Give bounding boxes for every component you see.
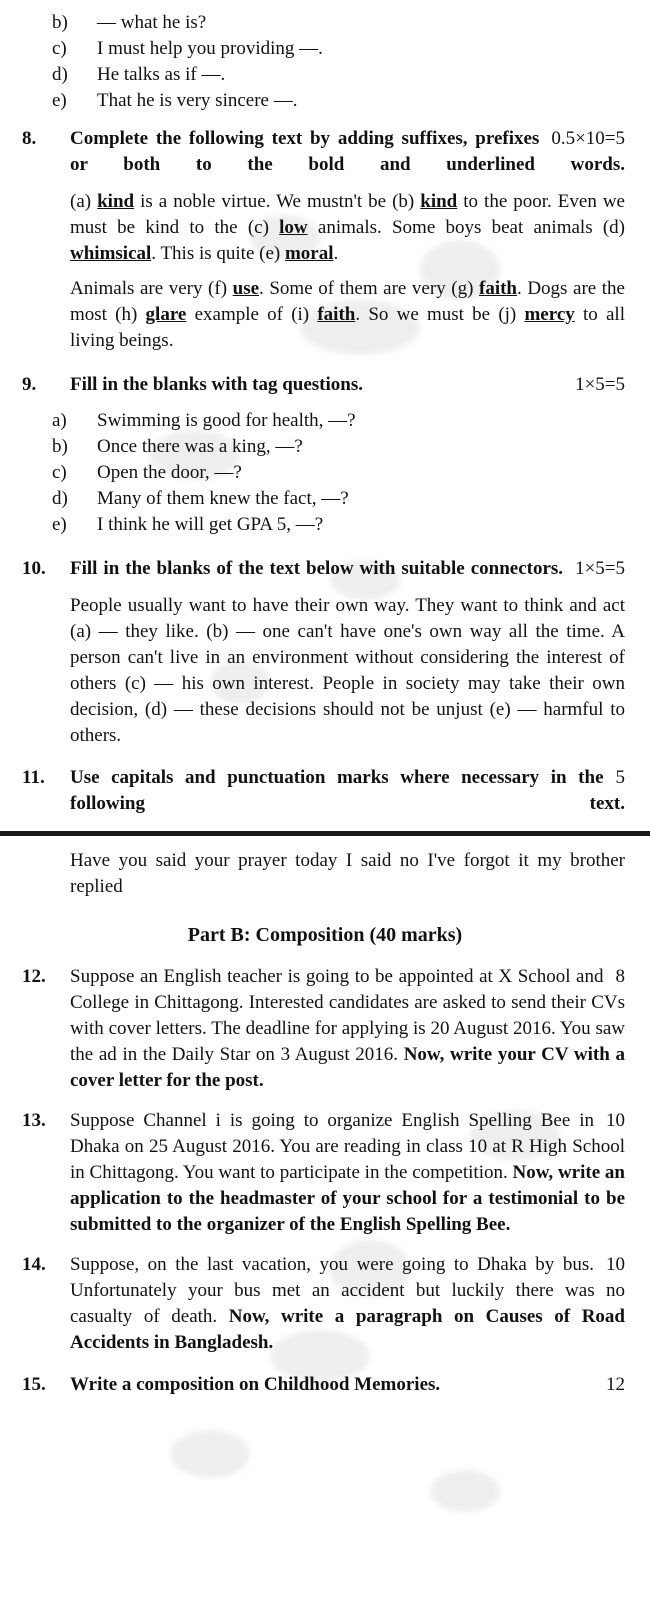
question-12: [0, 964, 650, 1094]
question-9: [0, 372, 650, 398]
sub-item-marker: c): [52, 38, 67, 59]
marks-label: 10: [606, 1254, 625, 1275]
sub-item-text: I must help you providing —.: [97, 38, 323, 59]
question-8-paragraph-1: [70, 189, 625, 267]
part-b-title: Part B: Composition (40 marks): [187, 924, 463, 946]
sub-item-marker: e): [52, 90, 67, 111]
question-number: 10.: [22, 558, 46, 579]
sub-item-text: He talks as if —.: [97, 64, 226, 85]
list-item: [0, 62, 650, 88]
sub-item-text: Swimming is good for health, —?: [97, 410, 356, 431]
carryover-sub-list: [0, 10, 650, 114]
question-number: 8.: [22, 128, 37, 149]
sub-item-text: — what he is?: [97, 12, 207, 33]
list-item: [0, 36, 650, 62]
body-text: . This is quite (e): [151, 243, 285, 264]
question-number: 9.: [22, 374, 37, 395]
question-heading: [70, 126, 625, 178]
body-text: Suppose an English teacher is going to be appointed at X School and College in Chittagong. Interested candidates are asked to send their CVs with cover letters. The deadline for applying is 20 August 2016. You saw the ad in the Daily Star on 3 August 2016.: [70, 966, 625, 1065]
sub-item-marker: c): [52, 462, 67, 483]
answer-keyword: glare: [145, 304, 187, 325]
answer-keyword: kind: [420, 191, 458, 212]
scan-artifact: [170, 1430, 250, 1478]
question-10: [0, 556, 650, 749]
body-text: . Some of them are very (g): [259, 278, 479, 299]
emphasis-text: Now, write your CV with a cover letter for the post.: [70, 1044, 625, 1091]
question-number: 13.: [22, 1110, 46, 1131]
body-text: example of (i): [186, 304, 318, 325]
question-heading-text: Complete the following text by adding suffixes, prefixes or both to the bold and underlined words.: [70, 128, 625, 175]
question-8: [0, 126, 650, 354]
body-text: . Dogs are the most (h): [70, 278, 625, 325]
marks-label: 12: [606, 1374, 625, 1395]
marks-label: 10: [606, 1110, 625, 1131]
question-number: 12.: [22, 966, 46, 987]
sub-item-marker: d): [52, 64, 68, 85]
sub-item-text: I think he will get GPA 5, —?: [97, 514, 324, 535]
question-number: 11.: [22, 767, 45, 788]
question-12-text: [70, 964, 625, 1094]
sub-item-text: Many of them knew the fact, —?: [97, 488, 349, 509]
emphasis-text: Now, write a paragraph on Causes of Road Accidents in Bangladesh.: [70, 1306, 625, 1353]
question-heading-text: Use capitals and punctuation marks where necessary in the following text.: [70, 767, 625, 814]
body-text: Suppose, on the last vacation, you were going to Dhaka by bus. Unfortunately your bus met an accident but luckily there was no casualty of death.: [70, 1254, 625, 1327]
question-11-passage: Have you said your prayer today I said no I've forgot it my brother replied: [70, 850, 625, 897]
question-heading-text: Fill in the blanks of the text below with suitable connectors.: [70, 558, 564, 579]
sub-item-text: Open the door, —?: [97, 462, 242, 483]
question-14: [0, 1252, 650, 1356]
body-text: Suppose Channel i is going to organize English Spelling Bee in Dhaka on 25 August 2016. You are reading in class 10 at R High School in Chittagong. You want to participate in the competition.: [70, 1110, 625, 1183]
question-13-text: [70, 1108, 625, 1238]
answer-keyword: low: [279, 217, 308, 238]
list-item: [0, 434, 650, 460]
body-text: Animals are very (f): [70, 278, 233, 299]
answer-keyword: moral: [284, 243, 334, 264]
list-item: [0, 88, 650, 114]
answer-keyword: use: [232, 278, 260, 299]
sub-item-marker: b): [52, 436, 68, 457]
answer-keyword: faith: [317, 304, 356, 325]
list-item: [0, 486, 650, 512]
question-10-paragraph: [70, 593, 625, 749]
marks-label: 1×5=5: [575, 374, 625, 395]
question-14-text: [70, 1252, 625, 1356]
body-text: People usually want to have their own way. They want to think and act (a) — they like. (b) — one can't have one's own way all the time. A person can't live in an environment without considering the interest of others (c) — his own interest. People in society may take their own decision, (d) — these decisions should not be unjust (e) — harmful to others.: [70, 595, 625, 746]
body-text: animals. Some boys beat animals (d): [307, 217, 625, 238]
list-item: [0, 10, 650, 36]
question-11: [0, 765, 650, 817]
question-heading: [70, 556, 625, 582]
sub-item-text: That he is very sincere —.: [97, 90, 298, 111]
list-item: [0, 408, 650, 434]
question-15-heading: Write a composition on Childhood Memories.: [70, 1374, 441, 1395]
body-text: to all living beings.: [70, 304, 625, 351]
scan-artifact: [430, 1470, 500, 1512]
answer-keyword: mercy: [524, 304, 575, 325]
body-text: . So we must be (j): [355, 304, 525, 325]
emphasis-text: Now, write an application to the headmaster of your school for a testimonial to be submitted to the organizer of the English Spelling Bee.: [70, 1162, 626, 1235]
marks-label: 1×5=5: [575, 558, 625, 579]
question-15-text: [70, 1372, 625, 1398]
answer-keyword: kind: [97, 191, 135, 212]
question-number: 14.: [22, 1254, 46, 1275]
sub-item-marker: e): [52, 514, 67, 535]
marks-label: 8: [615, 966, 625, 987]
question-heading: [70, 372, 625, 398]
sub-item-marker: d): [52, 488, 68, 509]
question-number: 15.: [22, 1374, 46, 1395]
question-9-sub-list: [0, 408, 650, 538]
question-heading: [70, 765, 625, 817]
body-text: is a noble virtue. We mustn't be (b): [134, 191, 421, 212]
answer-keyword: whimsical: [70, 243, 152, 264]
question-heading-text: Fill in the blanks with tag questions.: [70, 374, 363, 395]
marks-label: 0.5×10=5: [551, 128, 625, 149]
list-item: [0, 512, 650, 538]
sub-item-marker: a): [52, 410, 67, 431]
sub-item-text: Once there was a king, —?: [97, 436, 303, 457]
list-item: [0, 460, 650, 486]
body-text: .: [333, 243, 339, 264]
question-15: [0, 1372, 650, 1398]
sub-item-marker: b): [52, 12, 68, 33]
body-text: (a): [70, 191, 98, 212]
answer-keyword: faith: [479, 278, 517, 299]
body-text: to the poor. Even we must be kind to the (c): [70, 191, 625, 238]
question-8-paragraph-2: [70, 276, 625, 354]
question-13: [0, 1108, 650, 1238]
marks-label: 5: [615, 767, 625, 788]
